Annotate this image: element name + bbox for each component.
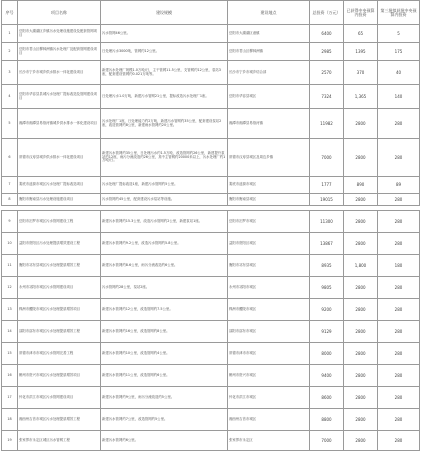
cell-seq: 10 [2, 233, 18, 255]
cell-content: 污水管网46公里。 [101, 25, 228, 43]
table-row [2, 255, 420, 277]
cell-total: 2985 [310, 43, 344, 61]
cell-seq: 9 [2, 211, 18, 233]
cell-total: 9400 [310, 365, 344, 387]
cell-location: 岳阳市华容县城区 [228, 85, 310, 109]
table-body-part-2 [2, 211, 420, 451]
table-row [2, 194, 420, 206]
cell-request: 280 [378, 211, 420, 233]
cell-provincial: 2800 [344, 321, 378, 343]
cell-provincial: 2800 [344, 109, 378, 139]
cell-request: 280 [378, 194, 420, 206]
cell-location: 张家界市永定区 [228, 431, 310, 451]
cell-seq: 18 [2, 409, 18, 431]
cell-total: 8935 [310, 255, 344, 277]
cell-total: 9129 [310, 321, 344, 343]
cell-provincial: 2800 [344, 211, 378, 233]
cell-name: 永州市祁阳市城区污水管网建设项目 [18, 277, 101, 299]
cell-total: 11982 [310, 109, 344, 139]
cell-seq: 8 [2, 194, 18, 206]
table-row [2, 177, 420, 194]
cell-name: 湘西州吉首市城区污水处理提质增效工程 [18, 409, 101, 431]
cell-seq: 4 [2, 85, 18, 109]
cell-seq: 3 [2, 61, 18, 85]
cell-total: 7000 [310, 431, 344, 451]
table-row [2, 61, 420, 85]
table-row [2, 431, 420, 451]
cell-content: 新建污水管网约10公里，改造管网约4公里。 [101, 343, 228, 365]
cell-provincial: 1,800 [344, 255, 378, 277]
cell-content: 新建污水管网约6公里。 [101, 431, 228, 451]
cell-seq: 12 [2, 277, 18, 299]
cell-provincial: 2800 [344, 409, 378, 431]
cell-location: 怀化市洪江市城区 [228, 387, 310, 409]
header-seq: 序号 [2, 1, 18, 25]
cell-content: 污水处理厂1座，日处理能力约2万吨，新建污水管网约35公里，配套建设泵站2座，改造管网约8公里，新建雨水管网约20公里。 [101, 109, 228, 139]
cell-total: 19015 [310, 194, 344, 206]
cell-total: 6400 [310, 25, 344, 43]
cell-total: 7324 [310, 85, 344, 109]
cell-name: 岳阳市大湖湖区乡镇污水处理设施建设及配套管网项目 [18, 25, 101, 43]
cell-name: 岳阳市君山区柳林洲镇污水处理厂及配套管网建设项目 [18, 43, 101, 61]
cell-content: 新建污水管网约9公里，雨污分流改造约5公里。 [101, 387, 228, 409]
cell-content: 新建污水处理厂规模1.0万吨/日，主干管网11.5公里，支管网约12公里，泵站3座，配套建设管网约0.021万吨等。 [101, 61, 228, 85]
cell-name: 郴州市资兴市城区污水处理提质增效项目 [18, 365, 101, 387]
cell-provincial: 2800 [344, 343, 378, 365]
cell-total: 8800 [310, 409, 344, 431]
cell-seq: 16 [2, 365, 18, 387]
cell-content: 新建污水管网约7公里，改造管网约5公里。 [101, 409, 228, 431]
cell-seq: 13 [2, 299, 18, 321]
cell-provincial: 2800 [344, 277, 378, 299]
cell-request: 280 [378, 321, 420, 343]
cell-content: 新建污水管网约8.6公里，雨污分流改造约6公里。 [101, 255, 228, 277]
cell-name: 衡阳市衡南县污水处理设施建设项目 [18, 194, 101, 206]
cell-location: 长沙市宁乡市城乡结合部 [228, 61, 310, 85]
cell-total: 8600 [310, 387, 344, 409]
table-row [2, 365, 420, 387]
cell-seq: 1 [2, 25, 18, 43]
cell-location: 邵阳市邵东市城区 [228, 321, 310, 343]
cell-seq: 7 [2, 177, 18, 194]
cell-name: 益阳市资阳区污水处理提质增效建设工程 [18, 233, 101, 255]
cell-location: 娄底市涟源市城区 [228, 177, 310, 194]
cell-total: 13867 [310, 233, 344, 255]
cell-request: 280 [378, 233, 420, 255]
cell-total: 1777 [310, 177, 344, 194]
cell-request: 280 [378, 365, 420, 387]
cell-total: 9200 [310, 299, 344, 321]
cell-name: 岳阳市汨罗市城区污水管网建设工程 [18, 211, 101, 233]
cell-provincial: 890 [344, 177, 378, 194]
cell-request: 280 [378, 431, 420, 451]
cell-seq: 11 [2, 255, 18, 277]
cell-name: 衡阳市祁东县城区污水处理提质增效工程 [18, 255, 101, 277]
cell-request: 280 [378, 409, 420, 431]
cell-name: 常德市汉寿县城乡供水排水一体化建设项目 [18, 139, 101, 177]
cell-request: 280 [378, 139, 420, 177]
cell-request: 180 [378, 255, 420, 277]
cell-content: 污水管网约28公里，泵站2座。 [101, 277, 228, 299]
cell-location: 永州市祁阳市城区 [228, 277, 310, 299]
table-row [2, 321, 420, 343]
cell-name: 邵阳市邵东市城区污水处理提质增效工程 [18, 321, 101, 343]
cell-location: 常德市汉寿县城区及周边乡镇 [228, 139, 310, 177]
cell-name: 湘潭市湘潭县易俗河镇城乡供水排水一体化建设项目 [18, 109, 101, 139]
cell-location: 湘西州吉首市城区 [228, 409, 310, 431]
cell-content: 新建污水管网约11公里，改造管网约6公里。 [101, 365, 228, 387]
cell-request: 40 [378, 61, 420, 85]
cell-total: 11300 [310, 211, 344, 233]
cell-seq: 14 [2, 321, 18, 343]
cell-provincial: 2800 [344, 365, 378, 387]
cell-request: 140 [378, 85, 420, 109]
cell-request: 89 [378, 177, 420, 194]
table-row [2, 43, 420, 61]
cell-location: 郴州市资兴市城区 [228, 365, 310, 387]
cell-seq: 17 [2, 387, 18, 409]
table-row [2, 277, 420, 299]
table-row [2, 233, 420, 255]
cell-seq: 2 [2, 43, 18, 61]
table-row [2, 299, 420, 321]
cell-request: 280 [378, 343, 420, 365]
cell-content: 新建污水管网约15.3公里，改造污水管网约2公里，新建泵站1座。 [101, 211, 228, 233]
cell-content: 污水处理厂提标改造1座，新建污水管网约5公里。 [101, 177, 228, 194]
cell-location: 衡阳市祁东县城区 [228, 255, 310, 277]
cell-total: 2570 [310, 61, 344, 85]
header-location: 建设地点 [228, 1, 310, 25]
table-row [2, 85, 420, 109]
cell-location: 常德市津市市城区 [228, 343, 310, 365]
cell-total: 9805 [310, 277, 344, 299]
table-header-row [2, 1, 420, 25]
cell-total: 8000 [310, 343, 344, 365]
cell-name: 株洲市醴陵市城区污水处理提质增效项目 [18, 299, 101, 321]
table-row [2, 387, 420, 409]
cell-location: 湘潭市湘潭县易俗河镇 [228, 109, 310, 139]
header-name: 项目名称 [18, 1, 101, 25]
cell-provincial: 2800 [344, 139, 378, 177]
cell-seq: 15 [2, 343, 18, 365]
project-table-part-1 [1, 0, 420, 206]
cell-provincial: 370 [344, 61, 378, 85]
cell-total: 7000 [310, 139, 344, 177]
cell-location: 岳阳市大湖湖区诸镇 [228, 25, 310, 43]
cell-seq: 5 [2, 109, 18, 139]
cell-seq: 19 [2, 431, 18, 451]
cell-provincial: 2800 [344, 431, 378, 451]
cell-content: 污水管网约45公里，配套建设污水泵站等设施。 [101, 194, 228, 206]
cell-location: 益阳市资阳区城区 [228, 233, 310, 255]
cell-name: 张家界市永定区城区污水管网工程 [18, 431, 101, 451]
cell-location: 株洲市醴陵市城区 [228, 299, 310, 321]
table-row [2, 139, 420, 177]
cell-provincial: 1,365 [344, 85, 378, 109]
cell-provincial: 2800 [344, 194, 378, 206]
cell-request: 5 [378, 25, 420, 43]
cell-request: 280 [378, 387, 420, 409]
cell-content: 新建污水管网约9.2公里，改造污水管网约5.8公里。 [101, 233, 228, 255]
header-request: 第三批拟获批中央预算内投资 [378, 1, 420, 25]
table-row [2, 211, 420, 233]
cell-request: 280 [378, 109, 420, 139]
cell-provincial: 1395 [344, 43, 378, 61]
cell-location: 岳阳市汨罗市城区 [228, 211, 310, 233]
header-total: 总投资（万元） [310, 1, 344, 25]
table-row [2, 25, 420, 43]
cell-content: 日处理污水3000吨，管网约12公里。 [101, 43, 228, 61]
table-row [2, 109, 420, 139]
cell-seq: 6 [2, 139, 18, 177]
cell-name: 怀化市洪江市城区污水管网建设项目 [18, 387, 101, 409]
project-table-part-2 [1, 210, 420, 451]
table-row [2, 343, 420, 365]
cell-name: 常德市津市市城区污水管网完善工程 [18, 343, 101, 365]
header-provincial: 已获得中央预算内投资 [344, 1, 378, 25]
cell-name: 娄底市涟源市城区污水处理厂提标改造项目 [18, 177, 101, 194]
cell-location: 岳阳市君山区柳林洲镇 [228, 43, 310, 61]
cell-provincial: 2800 [344, 299, 378, 321]
cell-content: 新建污水管网约16公里，改造管网约8公里。 [101, 321, 228, 343]
cell-provincial: 2800 [344, 233, 378, 255]
cell-content: 日处理污水1.0万吨，新建污水管网21公里，提标改造污水处理厂1座。 [101, 85, 228, 109]
cell-request: 280 [378, 277, 420, 299]
header-content: 建设规模 [101, 1, 228, 25]
cell-name: 岳阳市华容县县城污水处理厂提标改造及管网建设项目 [18, 85, 101, 109]
table-body-part-1 [2, 25, 420, 206]
table-row [2, 409, 420, 431]
cell-provincial: 2800 [344, 387, 378, 409]
cell-content: 新建污水管网约35公里，日处理污水约1.5万吨，改造管网约26公里，新建提升泵站约12座，雨污分流改造约26公里，其中主管网约20000米以上，污水处理厂约1万吨/日。 [101, 139, 228, 177]
cell-location: 衡阳市衡南县城区 [228, 194, 310, 206]
cell-content: 新建污水管网约12公里，改造管网约7.5公里。 [101, 299, 228, 321]
cell-request: 280 [378, 299, 420, 321]
cell-name: 长沙市宁乡市城乡供水排水一体化建设项目 [18, 61, 101, 85]
cell-provincial: 65 [344, 25, 378, 43]
cell-request: 175 [378, 43, 420, 61]
